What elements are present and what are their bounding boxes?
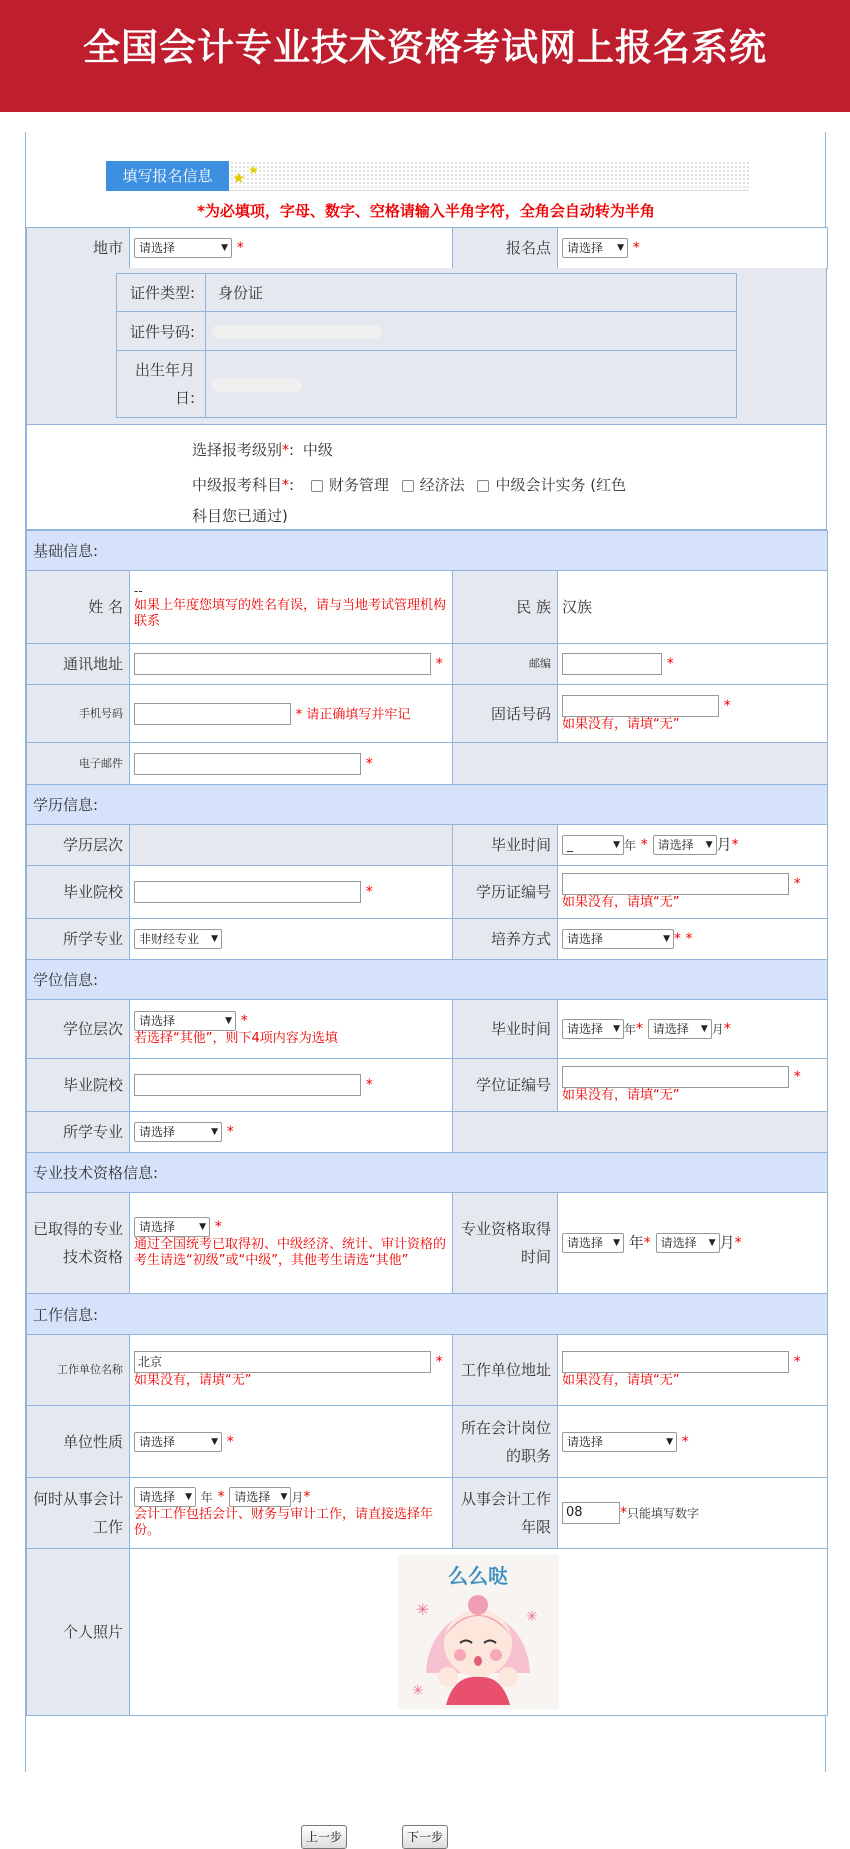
degree-cert-note: 如果没有，请填“无” [562, 1088, 680, 1103]
edu-grad-time-label: 毕业时间 [453, 825, 558, 866]
edu-level-label: 学历层次 [27, 825, 130, 866]
mobile-label: 手机号码 [27, 685, 130, 743]
id-type-label: 证件类型: [117, 274, 206, 312]
edu-grad-month-select[interactable]: 请选择 ▼ [653, 835, 717, 855]
name-note: 如果上年度您填写的姓名有误，请与当地考试管理机构联系 [134, 598, 447, 629]
star-icon: ★ [232, 169, 246, 187]
star-icon: ★ [248, 163, 259, 177]
ethnic-value: 汉族 [558, 571, 828, 644]
region-table: 地市 请选择 ▼ * 报名点 请选择 ▼ * [26, 227, 828, 269]
degree-cert-label: 学位证编号 [453, 1059, 558, 1112]
nature-label: 单位性质 [27, 1406, 130, 1478]
site-select[interactable]: 请选择 ▼ [562, 238, 628, 258]
qual-obtained-note: 通过全国统考已取得初、中级经济、统计、审计资格的考生请选“初级”或“中级”，其他考生请选“其他” [134, 1237, 447, 1268]
since-note: 会计工作包括会计、财务与审计工作，请直接选择年份。 [134, 1507, 434, 1538]
subject-label: 中级报考科目 [192, 476, 283, 494]
edu-cert-label: 学历证编号 [453, 866, 558, 919]
years-input[interactable]: 08 [562, 1502, 620, 1524]
id-number-label: 证件号码: [117, 312, 206, 351]
degree-level-label: 学位层次 [27, 1000, 130, 1059]
employer-address-note: 如果没有，请填“无” [562, 1373, 680, 1388]
landline-note: 如果没有，请填“无” [562, 716, 680, 732]
postcode-label: 邮编 [453, 644, 558, 685]
photo-illustration [398, 1555, 559, 1709]
id-type-value: 身份证 [206, 274, 737, 312]
position-select[interactable]: 请选择 ▼ [562, 1432, 677, 1452]
month-unit: 月 [291, 1490, 304, 1505]
subject-checkbox[interactable] [477, 480, 489, 492]
qual-year-select[interactable]: 请选择 ▼ [562, 1233, 624, 1253]
svg-text:✳: ✳ [416, 1600, 430, 1619]
year-unit: 年 [624, 838, 637, 853]
passed-note: (红色科目您已通过) [192, 476, 627, 525]
exam-block: 选择报考级别*: 中级 中级报考科目*: 财务管理 经济法 中级会计实务 (红色科目您已通过) [26, 425, 827, 530]
since-label: 何时从事会计工作 [27, 1478, 130, 1549]
photo-caption: 么么哒 [448, 1564, 508, 1588]
next-button[interactable]: 下一步 [402, 1825, 448, 1849]
qual-obtained-label: 已取得的专业技术资格 [27, 1193, 130, 1294]
section-qualification: 专业技术资格信息: [27, 1153, 828, 1193]
qual-obtained-select[interactable]: 请选择 ▼ [134, 1217, 210, 1237]
region-select[interactable]: 请选择 ▼ [134, 238, 232, 258]
svg-text:✳: ✳ [412, 1683, 424, 1699]
subject-option: 中级会计实务 [495, 476, 586, 494]
degree-school-input[interactable] [134, 1074, 361, 1096]
edu-major-label: 所学专业 [27, 919, 130, 960]
edu-major-select[interactable]: 非财经专业 ▼ [134, 929, 222, 949]
section-education: 学历信息: [27, 785, 828, 825]
degree-grad-year-select[interactable]: 请选择 ▼ [562, 1019, 624, 1039]
tab-bar [106, 161, 749, 191]
employer-note: 如果没有，请填“无” [134, 1373, 252, 1388]
id-number-redacted [212, 325, 382, 339]
degree-major-label: 所学专业 [27, 1112, 130, 1153]
personal-photo[interactable] [398, 1555, 559, 1709]
email-label: 电子邮件 [27, 743, 130, 785]
landline-label: 固话号码 [453, 685, 558, 743]
mobile-input[interactable] [134, 703, 291, 725]
years-label: 从事会计工作年限 [453, 1478, 558, 1549]
since-month-select[interactable]: 请选择 ▼ [229, 1487, 291, 1507]
main-form-table: 基础信息: 姓 名 -- 如果上年度您填写的姓名有误，请与当地考试管理机构联系 民 族 汉族 通讯地址 * 邮编 * 手机号码 * 请正确填写并牢记 固话号码 * 如果没有，请填“无” 电子邮件 * 学历信息: 学历层次 毕业时间 _ ▼ 年 * 请选择 ▼ 月* 毕业院校 * 学历证编号 * 如果没有，请填“无” 所学专业 非财经专业 ▼ 培养方式 请选择 ▼ * * 学位信息: 学位层次 请选择 ▼ * 若选择“其他”，则下4项内容为选填 毕业时间 请选择 ▼ 年* 请选择 ▼ 月* 毕业院校 * 学位证编号 * 如果没有，请填“无” 所学专业 请选择 ▼ * 专业技术资格信息: 已取得的专业技术资格 请选择 ▼ * 通过全国统考已取得初、中级经济、统计、审计资格的考生请选“初级”或“中级”，其他考生请选“其他” 专业资格取得时间 请选择 ▼ 年* 请选择 ▼ 月* 工作信息: 工作单位名称 北京 * 如果没有，请填“无” 工作单位地址 * 如果没有，请填“无” 单位性质 请选择 ▼ * 所在会计岗位的职务 请选择 ▼ * 何时从事会计工作 请选择 ▼ 年 * 请选择 ▼ 月* 会计工作包括会计、财务与审计工作，请直接选择年份。 从事会计工作年限 08 *只能填写数字 个人照片 么么哒 ✳ ✳ ✳ [26, 530, 828, 1716]
exam-level-value: 中级 [302, 441, 333, 459]
position-label: 所在会计岗位的职务 [453, 1406, 558, 1478]
page-header [0, 0, 850, 112]
month-unit: 月 [711, 1022, 724, 1037]
year-unit: 年 [628, 1233, 644, 1252]
region-label: 地市 [27, 228, 130, 269]
month-unit: 月 [716, 835, 732, 854]
name-value: -- [134, 584, 143, 598]
mobile-note: * 请正确填写并牢记 [295, 707, 411, 722]
section-work: 工作信息: [27, 1294, 828, 1335]
id-table [116, 273, 737, 418]
month-unit: 月 [719, 1233, 735, 1252]
edu-mode-select[interactable]: 请选择 ▼ [562, 929, 674, 949]
employer-label: 工作单位名称 [27, 1335, 130, 1406]
edu-cert-input[interactable] [562, 873, 789, 895]
degree-major-select[interactable]: 请选择 ▼ [134, 1122, 222, 1142]
prev-button[interactable]: 上一步 [301, 1825, 347, 1849]
ethnic-label: 民 族 [453, 571, 558, 644]
degree-cert-input[interactable] [562, 1066, 789, 1088]
landline-input[interactable] [562, 695, 719, 717]
subject-option: 财务管理 [328, 476, 389, 494]
employer-address-input[interactable] [562, 1351, 789, 1373]
qual-month-select[interactable]: 请选择 ▼ [656, 1233, 720, 1253]
email-input[interactable] [134, 753, 361, 775]
years-note: 只能填写数字 [627, 1506, 700, 1521]
edu-mode-label: 培养方式 [453, 919, 558, 960]
degree-grad-month-select[interactable]: 请选择 ▼ [648, 1019, 712, 1039]
site-label: 报名点 [453, 228, 558, 269]
subject-checkbox[interactable] [402, 480, 414, 492]
year-unit: 年 [200, 1490, 213, 1505]
section-basic: 基础信息: [27, 531, 828, 571]
employer-address-label: 工作单位地址 [453, 1335, 558, 1406]
edu-school-input[interactable] [134, 881, 361, 903]
year-unit: 年 [624, 1022, 637, 1037]
required-notice: *为必填项，字母、数字、空格请输入半角字符，全角会自动转为半角 [197, 202, 655, 220]
name-label: 姓 名 [27, 571, 130, 644]
edu-grad-year-select[interactable]: _ ▼ [562, 835, 624, 855]
address-label: 通讯地址 [27, 644, 130, 685]
nature-select[interactable]: 请选择 ▼ [134, 1432, 222, 1452]
subject-option: 经济法 [419, 476, 465, 494]
degree-level-select[interactable]: 请选择 ▼ [134, 1011, 236, 1031]
postcode-input[interactable] [562, 653, 662, 675]
birth-label: 出生年月日: [117, 351, 206, 418]
section-degree: 学位信息: [27, 960, 828, 1000]
photo-label: 个人照片 [27, 1549, 130, 1716]
birth-redacted [212, 378, 302, 392]
edu-school-label: 毕业院校 [27, 866, 130, 919]
tab-fill-info[interactable]: 填写报名信息 [106, 161, 229, 191]
address-input[interactable] [134, 653, 431, 675]
degree-grad-time-label: 毕业时间 [453, 1000, 558, 1059]
form-container [25, 132, 826, 1844]
header-title: 全国会计专业技术资格考试网上报名系统 [83, 26, 767, 69]
employer-input[interactable]: 北京 [134, 1351, 431, 1373]
edu-cert-note: 如果没有，请填“无” [562, 895, 680, 910]
id-block [26, 268, 827, 425]
exam-level-label: 选择报考级别 [192, 441, 283, 459]
subject-checkbox[interactable] [311, 480, 323, 492]
since-year-select[interactable]: 请选择 ▼ [134, 1487, 196, 1507]
degree-school-label: 毕业院校 [27, 1059, 130, 1112]
svg-text:✳: ✳ [526, 1609, 538, 1625]
degree-level-note: 若选择“其他”，则下4项内容为选填 [134, 1031, 338, 1046]
qual-time-label: 专业资格取得时间 [453, 1193, 558, 1294]
